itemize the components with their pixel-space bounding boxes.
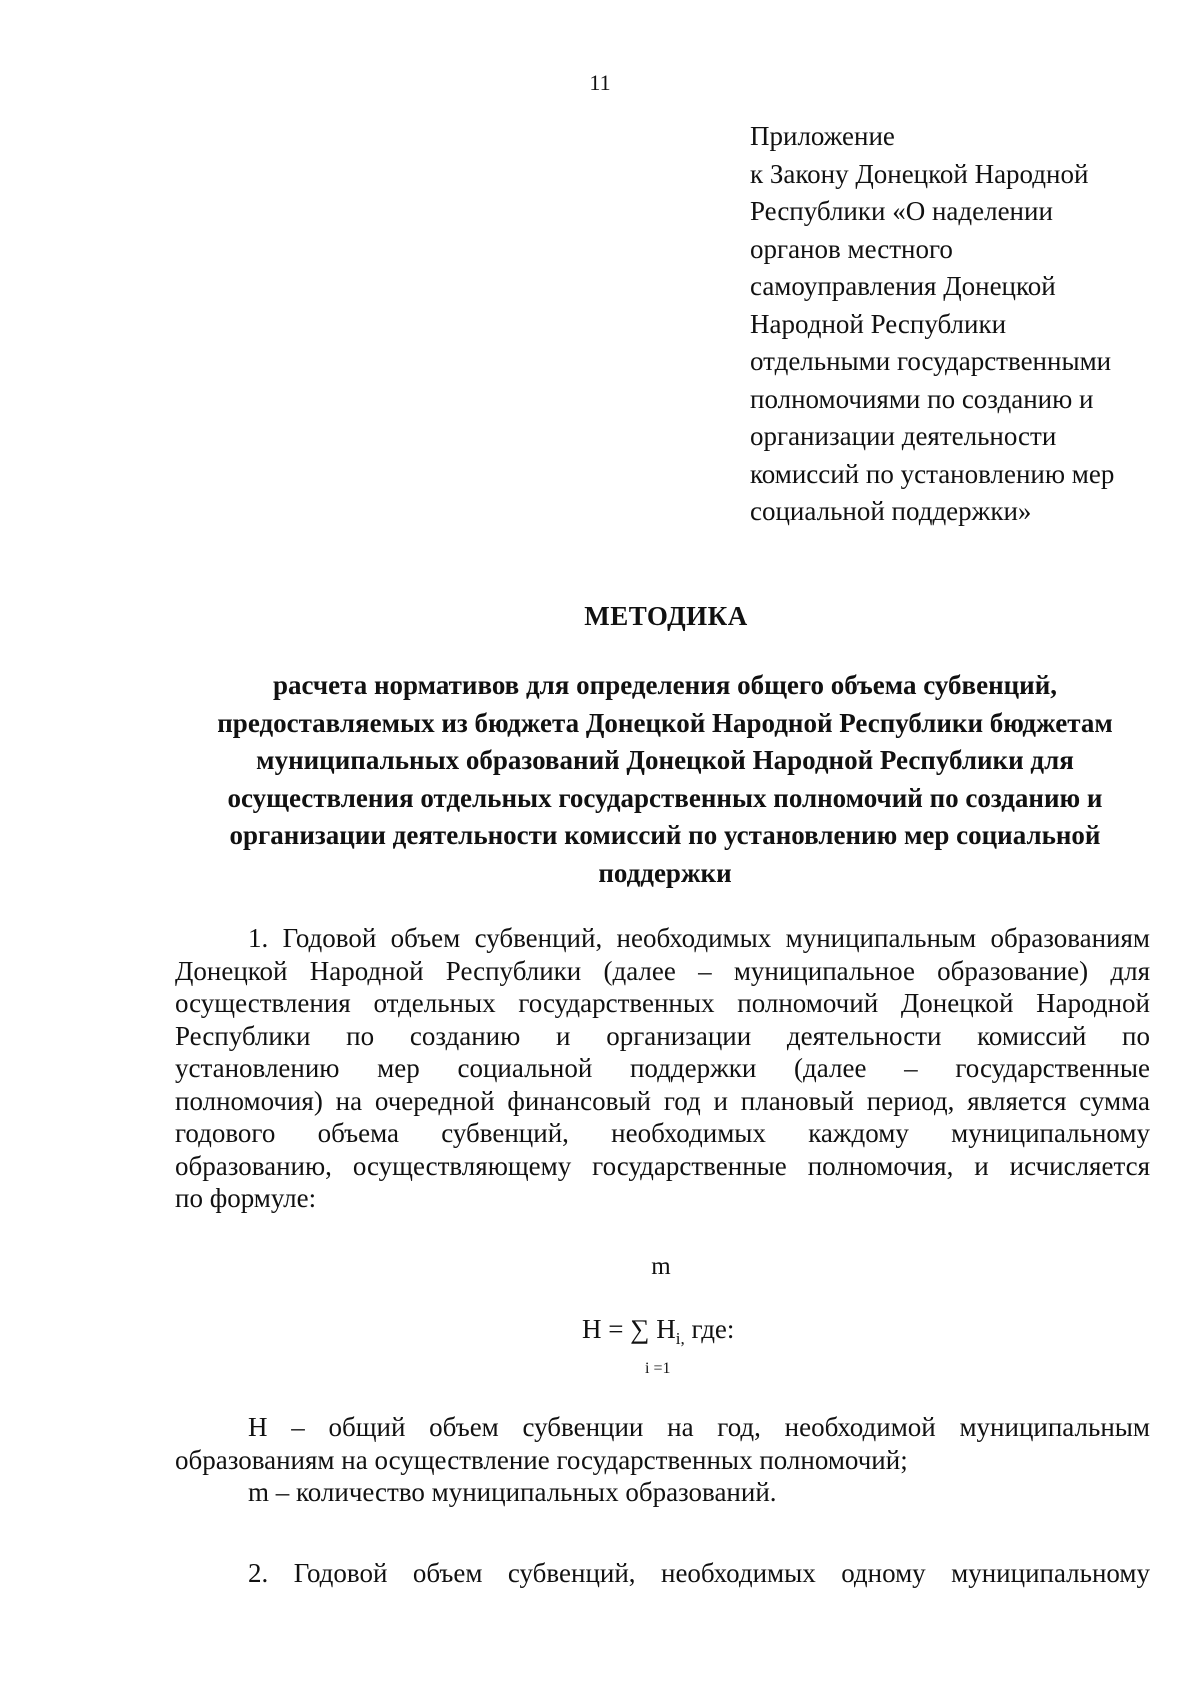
appendix-line: комиссий по установлению мер [750,458,1115,489]
formula-lhs: Н = ∑ Н [582,1314,676,1344]
paragraph-2 [175,1557,1150,1590]
appendix-line: Приложение [750,121,895,151]
subtitle-line: поддержки [598,857,732,888]
paragraph-line: по формуле: [175,1183,317,1213]
appendix-block [750,118,1170,531]
appendix-line: органов местного [750,233,953,264]
paragraph-line: образованию, осуществляющему государственные полномочия, и исчисляется [175,1150,1150,1181]
paragraph-line: 2. Годовой объем субвенций, необходимых одному муниципальному [248,1558,1150,1588]
subtitle-line: осуществления отдельных государственных полномочий по созданию и [227,782,1103,813]
paragraph-line: годового объема субвенций, необходимых каждому муниципальному [175,1118,1150,1148]
paragraph-1 [175,922,1150,1215]
definition-h-line: Н – общий объем субвенции на год, необходимой муниципальным [248,1412,1150,1442]
document-title: МЕТОДИКА [584,601,748,631]
definitions [175,1411,1150,1509]
formula-lower-limit: i =1 [645,1360,671,1377]
subtitle-line: муниципальных образований Донецкой Народной Республики для [256,745,1074,775]
paragraph-line: Донецкой Народной Республики (далее – муниципальное образование) для [175,955,1150,986]
appendix-line: организации деятельности [750,421,1057,451]
appendix-line: Республики «О наделении [750,196,1053,226]
definition-m-line: m – количество муниципальных образований. [248,1477,777,1507]
definition-h-line: образованиям на осуществление государственных полномочий; [175,1444,908,1475]
appendix-line: к Закону Донецкой Народной [750,158,1089,189]
page-number: 11 [589,70,611,95]
paragraph-line: установлению мер социальной поддержки (далее – государственные [175,1053,1150,1083]
formula-suffix: где: [684,1314,735,1344]
subtitle-line: организации деятельности комиссий по установлению мер социальной [229,820,1101,850]
formula [582,1313,734,1355]
appendix-line: полномочиями по созданию и [750,383,1094,414]
document-subtitle [175,667,1155,892]
paragraph-line: полномочия) на очередной финансовый год и плановый период, является сумма [175,1085,1150,1116]
subtitle-line: предоставляемых из бюджета Донецкой Народной Республики бюджетам [217,707,1113,738]
appendix-line: социальной поддержки» [750,496,1032,526]
paragraph-line: Республики по созданию и организации деятельности комиссий по [175,1020,1150,1051]
subtitle-line: расчета нормативов для определения общего объема субвенций, [272,670,1058,700]
appendix-line: самоуправления Донецкой [750,271,1056,301]
paragraph-line: 1. Годовой объем субвенций, необходимых муниципальным образованиям [248,923,1150,953]
appendix-line: отдельными государственными [750,346,1112,376]
appendix-line: Народной Республики [750,308,1007,339]
formula-upper-limit: m [651,1253,671,1280]
formula-subscript: i, [675,1329,685,1348]
paragraph-line: осуществления отдельных государственных полномочий Донецкой Народной [175,988,1150,1018]
